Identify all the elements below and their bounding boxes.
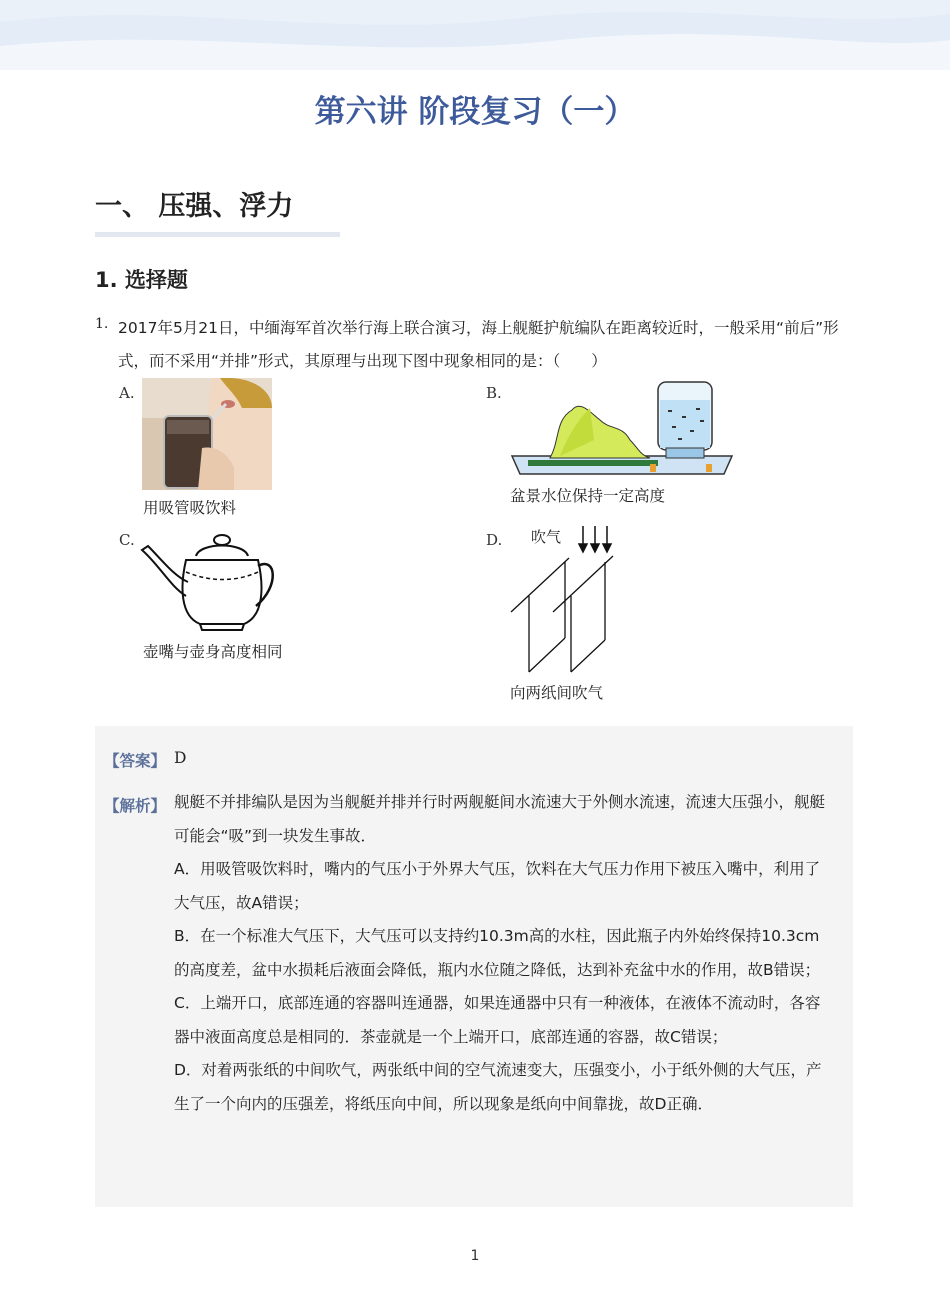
bonsai-water-bottle-figure: [510, 380, 734, 480]
answer-value: D: [174, 749, 187, 767]
option-b-caption: 盆景水位保持一定高度: [510, 487, 666, 505]
page-title: 第六讲 阶段复习（一）: [314, 94, 636, 130]
blow-air-label: 吹气: [531, 528, 562, 546]
option-c-label: C.: [119, 531, 135, 549]
answer-tag: 【答案】: [104, 752, 167, 770]
analysis-paragraph: B．在一个标准大气压下，大气压可以支持约10.3m高的水柱，因此瓶子内外始终保持10.3cm的高度差，盆中水损耗后液面会降低，瓶内水位随之降低，达到补充盆中水的作用，故B错误；: [174, 927, 821, 979]
section-title: 一、 压强、浮力: [95, 191, 294, 222]
header-wave-decoration: [0, 0, 950, 70]
option-d-label: D.: [486, 531, 503, 549]
analysis-paragraph: C．上端开口，底部连通的容器叫连通器，如果连通器中只有一种液体，在液体不流动时，各容器中液面高度总是相同的．茶壶就是一个上端开口，底部连通的容器，故C错误；: [174, 994, 821, 1046]
option-a-caption: 用吸管吸饮料: [143, 499, 237, 517]
drinking-straw-photo: [142, 378, 272, 490]
page-number: 1: [470, 1248, 480, 1264]
teapot-figure: [140, 526, 280, 636]
question-number: 1.: [95, 316, 109, 332]
option-b-label: B.: [486, 384, 502, 402]
option-a-label: A.: [119, 384, 135, 402]
analysis-paragraph: 舰艇不并排编队是因为当舰艇并排并行时两舰艇间水流速大于外侧水流速，流速大压强小，舰艇可能会“吸”到一块发生事故．: [174, 793, 826, 845]
two-papers-blowing-figure: [505, 524, 625, 676]
analysis-paragraph: D．对着两张纸的中间吹气，两张纸中间的空气流速变大，压强变小，小于纸外侧的大气压，产生了一个向内的压强差，将纸压向中间，所以现象是纸向中间靠拢，故D正确．: [174, 1061, 822, 1113]
analysis-tag: 【解析】: [104, 797, 167, 815]
section-underline: [95, 232, 340, 237]
analysis-text: [174, 786, 829, 1121]
option-d-caption: 向两纸间吹气: [510, 684, 604, 702]
option-c-caption: 壶嘴与壶身高度相同: [143, 643, 283, 661]
question-text: 2017年5月21日，中缅海军首次举行海上联合演习，海上舰艇护航编队在距离较近时，一般采用“前后”形式，而不采用“并排”形式，其原理与出现下图中现象相同的是：（ ）: [118, 319, 839, 370]
analysis-paragraph: A．用吸管吸饮料时，嘴内的气压小于外界大气压，饮料在大气压力作用下被压入嘴中，利用了大气压，故A错误；: [174, 860, 821, 912]
subsection-title: 1. 选择题: [95, 268, 188, 292]
